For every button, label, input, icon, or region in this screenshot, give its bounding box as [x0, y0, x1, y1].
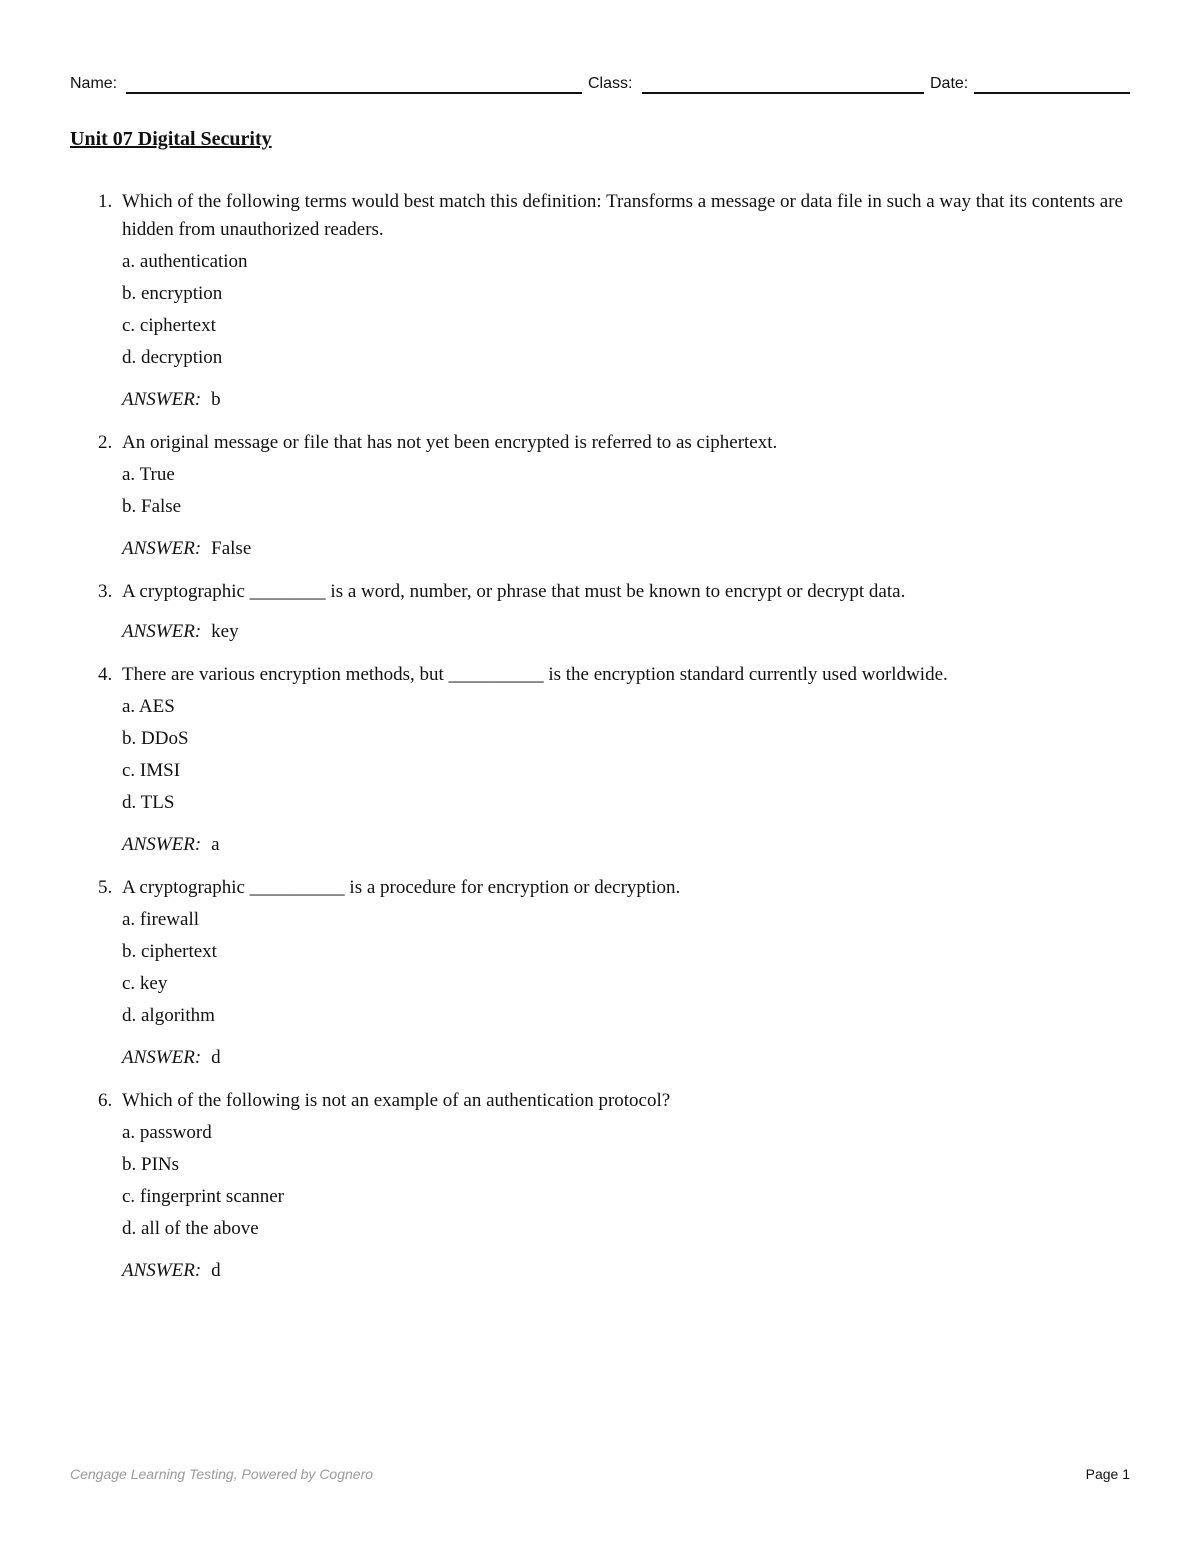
answer-label: ANSWER:: [122, 389, 202, 410]
question-number: 5.: [98, 877, 113, 898]
answer-option: c. fingerprint scanner: [122, 1186, 284, 1207]
option-list: [122, 904, 1128, 1032]
question-number: 1.: [98, 191, 113, 212]
question-text: Which of the following is not an example of an authentication protocol?: [122, 1090, 671, 1111]
question-text: Which of the following terms would best match this definition: Transforms a message or data file in such a way that its contents are hidden from unauthorized readers.: [122, 191, 1123, 240]
answer-option: a. AES: [122, 696, 175, 717]
name-blank: [126, 92, 582, 94]
answer-option: a. True: [122, 464, 175, 485]
option-list: [122, 459, 1128, 523]
answer-line: [122, 1257, 1128, 1285]
answer-option: d. all of the above: [122, 1218, 259, 1239]
question-item: [98, 429, 1128, 563]
question-item: [98, 661, 1128, 859]
answer-value: b: [211, 389, 221, 410]
question-number: 3.: [98, 581, 113, 602]
question-item: [98, 874, 1128, 1072]
answer-value: d: [211, 1047, 221, 1068]
answer-option: c. ciphertext: [122, 315, 216, 336]
name-label: Name:: [70, 75, 118, 92]
answer-option: b. encryption: [122, 283, 223, 304]
page-title: Unit 07 Digital Security: [70, 128, 272, 150]
question-stem: [98, 578, 1128, 606]
class-blank: [642, 92, 924, 94]
question-number: 6.: [98, 1090, 113, 1111]
option-list: [122, 1117, 1128, 1245]
question-text: There are various encryption methods, but __________ is the encryption standard currently used worldwide.: [122, 664, 948, 685]
question-text: An original message or file that has not yet been encrypted is referred to as ciphertext.: [122, 432, 778, 453]
answer-value: False: [211, 538, 252, 559]
answer-line: [122, 1044, 1128, 1072]
answer-line: [122, 831, 1128, 859]
option-list: [122, 691, 1128, 819]
question-stem: [98, 188, 1128, 244]
footer: [70, 1466, 1130, 1486]
question-stem: [98, 429, 1128, 457]
answer-option: d. decryption: [122, 347, 223, 368]
class-label: Class:: [588, 75, 633, 92]
question-text: A cryptographic ________ is a word, number, or phrase that must be known to encrypt or decrypt data.: [122, 581, 906, 602]
question-stem: [98, 661, 1128, 689]
answer-option: b. False: [122, 496, 182, 517]
answer-label: ANSWER:: [122, 538, 202, 559]
answer-option: a. authentication: [122, 251, 248, 272]
question-item: [98, 1087, 1128, 1285]
answer-option: d. algorithm: [122, 1005, 215, 1026]
answer-value: d: [211, 1260, 221, 1281]
answer-option: b. ciphertext: [122, 941, 217, 962]
answer-line: [122, 535, 1128, 563]
answer-option: b. PINs: [122, 1154, 180, 1175]
question-stem: [98, 874, 1128, 902]
question-number: 2.: [98, 432, 113, 453]
answer-value: key: [211, 621, 239, 642]
answer-value: a: [211, 834, 220, 855]
answer-option: a. firewall: [122, 909, 200, 930]
answer-option: c. IMSI: [122, 760, 181, 781]
answer-line: [122, 618, 1128, 646]
answer-label: ANSWER:: [122, 621, 202, 642]
question-number: 4.: [98, 664, 113, 685]
answer-option: c. key: [122, 973, 168, 994]
date-blank: [974, 92, 1130, 94]
answer-line: [122, 386, 1128, 414]
question-item: [98, 188, 1128, 414]
question-list: [98, 188, 1128, 1300]
question-text: A cryptographic __________ is a procedure for encryption or decryption.: [122, 877, 681, 898]
answer-label: ANSWER:: [122, 1047, 202, 1068]
answer-option: a. password: [122, 1122, 212, 1143]
option-list: [122, 246, 1128, 374]
date-label: Date:: [930, 75, 969, 92]
page-number: Page 1: [1085, 1466, 1130, 1482]
question-stem: [98, 1087, 1128, 1115]
header: [70, 74, 1130, 98]
answer-option: b. DDoS: [122, 728, 189, 749]
footer-credit: Cengage Learning Testing, Powered by Cognero: [70, 1466, 374, 1482]
question-item: [98, 578, 1128, 646]
answer-label: ANSWER:: [122, 834, 202, 855]
answer-label: ANSWER:: [122, 1260, 202, 1281]
answer-option: d. TLS: [122, 792, 175, 813]
